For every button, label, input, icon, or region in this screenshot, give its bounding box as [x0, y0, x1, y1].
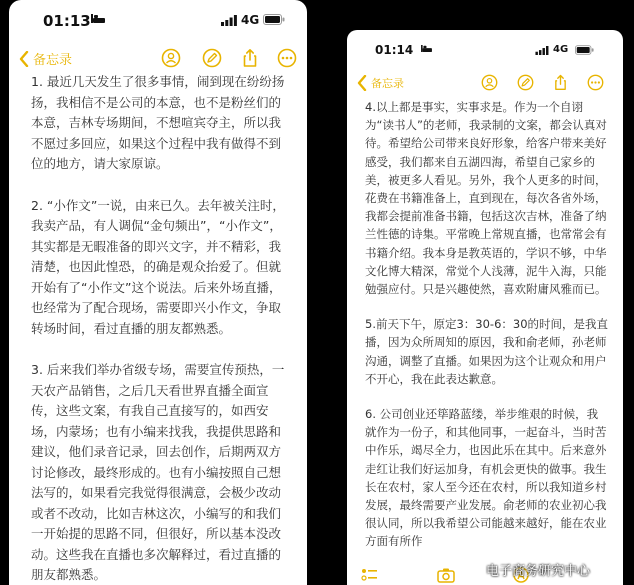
- share-icon[interactable]: [552, 74, 569, 91]
- note-paragraph: 6. 公司创业还筚路蓝缕，举步维艰的时候，我就作为一份子，和其他同事，一起奋斗，当时苦中作乐，竭尽全力，也因此乐在其中。后来意外走红让我们好运加身，有机会更快的做事。我生长在农村，家人至今还在农村，所以我知道乡村发展，最终需要产业发展。俞老师的农业初心我很认同，所以我希望公司能越来越好，能在农业方面有所作: [365, 407, 607, 549]
- more-options-icon[interactable]: [587, 74, 604, 91]
- status-time: 01:13: [43, 12, 91, 30]
- sleep-mode-icon: [421, 45, 432, 52]
- battery-icon: [263, 14, 285, 25]
- status-time: 01:14: [375, 43, 414, 57]
- left-phone-screenshot: [9, 0, 307, 585]
- more-options-icon[interactable]: [277, 48, 297, 68]
- chevron-left-icon: [357, 75, 367, 91]
- watermark-text: 电子商务研究中心: [486, 564, 591, 579]
- right-phone-screenshot: [347, 30, 623, 585]
- note-toolbar: [347, 70, 623, 100]
- note-paragraph: 1. 最近几天发生了很多事情，闹到现在纷纷扬扬，我相信不是公司的本意，也不是粉丝们的本意，吉林专场期间，不想喧宾夺主，所以我不愿过多回应，如果这个过程中我有做得不到位的地方，请大家原谅。: [31, 74, 285, 171]
- collaborate-icon[interactable]: [161, 48, 181, 68]
- checklist-icon[interactable]: [361, 567, 379, 583]
- back-label: 备忘录: [33, 53, 73, 68]
- camera-icon[interactable]: [437, 567, 455, 583]
- battery-icon: [575, 45, 594, 55]
- watermark: [466, 560, 590, 579]
- network-type: 4G: [553, 44, 569, 55]
- wechat-logo-icon: [466, 562, 482, 578]
- sleep-mode-icon: [91, 14, 105, 23]
- note-paragraph: 3. 后来我们举办省级专场，需要宣传预热，一天农产品销售，之后几天看世界直播全面宣传，这些文案，有我自己直接写的，如西安场，内蒙场；也有小编来找我，我提供思路和建议，他们录音记录，回去创作，后期两双方讨论修改，最终形成的。也有小编按照自己想法写的，如果看完我觉得很满意，会极少改动或者不改动，比如吉林这次，小编写的和我们一开始提的思路不同，但很好，所以基本没改动。这些我在直播也多次解释过，看过直播的朋友都熟悉。: [31, 362, 285, 582]
- cellular-signal-icon: [535, 46, 549, 55]
- note-paragraph: 4.以上都是事实，实事求是。作为一个自诩为“读书人”的老师，我录制的文案，都会认真对待。希望给公司带来良好形象，给客户带来美好感受，我们都来自五湖四海，希望自己家乡的美，被更多人看见。另外，我个人更多的时间，花费在书籍准备上，直到现在，每次各省外场，我都会提前准备书籍，包括这次吉林，准备了纳兰性德的诗集。平常晚上常规直播，也常常会有书籍介绍。我本身是教英语的，学识不够，中华文化博大精深，常觉个人浅薄，泥牛入海，只能勉强应付。只是兴趣使然，喜欢附庸风雅而已。: [365, 100, 607, 297]
- note-paragraph: 5.前天下午，原定3：30-6：30的时间，是我直播，因为众所周知的原因，我和俞老师，孙老师沟通，调整了直播。如果因为这个让观众和用户不开心，我在此表达歉意。: [365, 317, 609, 386]
- share-icon[interactable]: [240, 48, 260, 68]
- back-label: 备忘录: [371, 77, 404, 90]
- network-type: 4G: [241, 13, 260, 27]
- note-toolbar: [9, 44, 307, 74]
- note-body[interactable]: [365, 98, 609, 568]
- collaborate-icon[interactable]: [481, 74, 498, 91]
- back-button[interactable]: [19, 49, 72, 68]
- status-bar: [9, 0, 307, 40]
- back-button[interactable]: [357, 75, 404, 91]
- chevron-left-icon: [19, 51, 29, 67]
- cellular-signal-icon: [221, 15, 237, 26]
- note-body[interactable]: [31, 72, 293, 585]
- markup-pen-icon[interactable]: [202, 48, 222, 68]
- markup-pen-icon[interactable]: [517, 74, 534, 91]
- status-bar: [347, 30, 623, 70]
- note-paragraph: 2. “小作文”一说，由来已久。去年被关注时，我卖产品，有人调侃“金句频出”，“小作文”，其实都是无暇准备的即兴文字，并不精彩，我清楚，也因此惶恐，的确是观众抬爱了。但就开始有了“小作文”这个说法。后来外场直播，也经常为了配合现场，需要即兴小作文，争取转场时间，看过直播的朋友都熟悉。: [31, 197, 285, 336]
